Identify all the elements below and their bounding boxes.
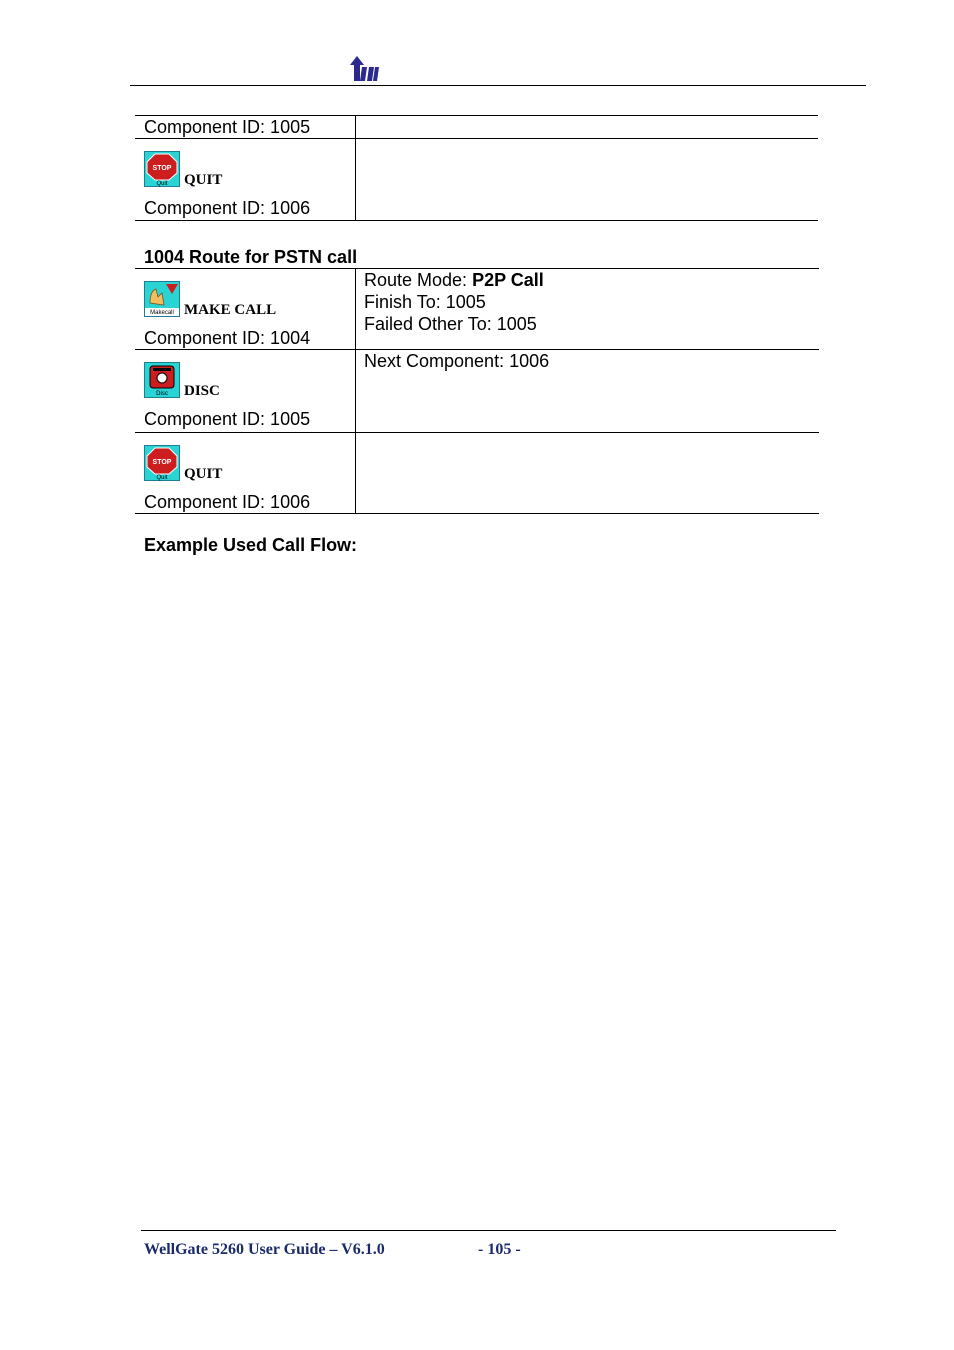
component-label: MAKE CALL	[184, 302, 277, 318]
component-id: Component ID: 1006	[144, 198, 311, 218]
table-row	[135, 269, 819, 350]
svg-text:STOP: STOP	[152, 165, 172, 172]
header-rule	[130, 85, 866, 86]
footer-page-number: - 105 -	[478, 1241, 521, 1258]
component-id: Component ID: 1004	[144, 328, 311, 348]
next-component: Next Component: 1006	[364, 351, 550, 371]
svg-text:Makecall: Makecall	[150, 310, 174, 316]
disc-phone-icon	[144, 362, 180, 398]
svg-text:Quit: Quit	[156, 475, 168, 481]
footer-guide-title: WellGate 5260 User Guide – V6.1.0	[144, 1241, 385, 1258]
component-table-1	[135, 115, 818, 221]
svg-text:Disc: Disc	[156, 391, 168, 397]
route-mode: Route Mode: P2P Call	[364, 270, 544, 290]
component-id: Component ID: 1006	[144, 492, 311, 512]
quit-stop-icon	[144, 151, 180, 187]
quit-stop-icon	[144, 445, 180, 481]
component-label: QUIT	[184, 172, 223, 188]
section-title: 1004 Route for PSTN call	[144, 247, 358, 267]
makecall-icon	[144, 281, 180, 317]
failed-other-to: Failed Other To: 1005	[364, 314, 537, 334]
svg-text:Quit: Quit	[156, 181, 168, 187]
footer-rule	[141, 1230, 836, 1231]
example-title: Example Used Call Flow:	[144, 535, 358, 555]
table-row	[135, 116, 818, 139]
svg-text:STOP: STOP	[152, 459, 172, 466]
finish-to: Finish To: 1005	[364, 292, 486, 312]
company-logo-icon	[348, 55, 380, 83]
table-row	[135, 433, 819, 514]
component-id: Component ID: 1005	[144, 409, 311, 429]
component-label: DISC	[184, 383, 220, 399]
component-table-2	[135, 268, 819, 514]
component-label: QUIT	[184, 466, 223, 482]
table-row	[135, 350, 819, 433]
table-row	[135, 139, 818, 221]
component-id: Component ID: 1005	[144, 117, 311, 137]
